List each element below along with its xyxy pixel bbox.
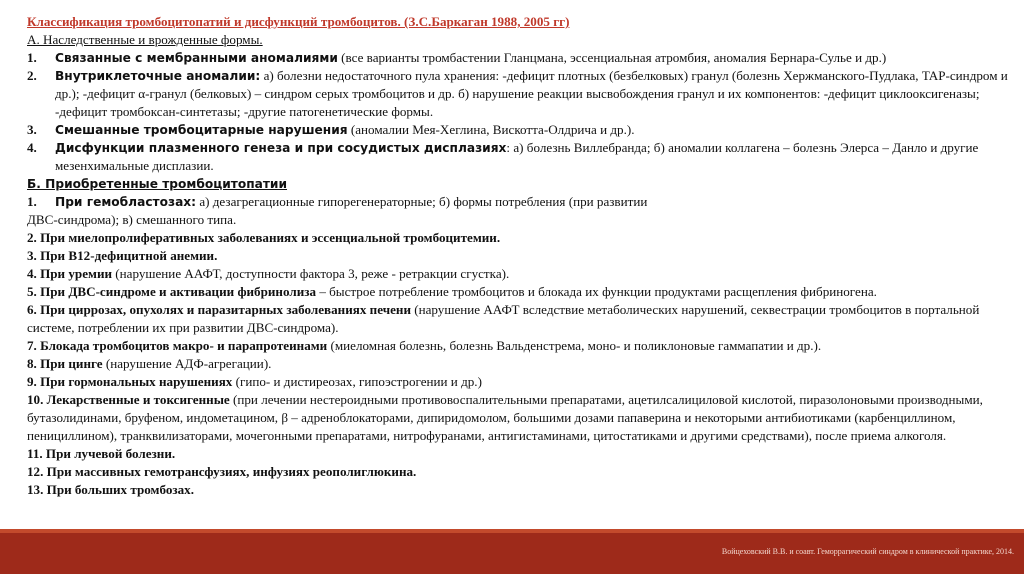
item-bold-text: 2. При миелопролиферативных заболеваниях и эссенциальной тромбоцитемии. [27, 230, 501, 245]
item-bold-text: Дисфункции плазменного генеза и при сосудистых дисплазиях [55, 141, 507, 155]
item-bold-text: 13. При больших тромбозах. [27, 482, 195, 497]
item-text: (все варианты тромбастении Гланцмана, эссенциальная атромбия, аномалия Бернара-Сулье и др.) [337, 50, 887, 65]
list-item [27, 229, 1012, 247]
item-text: (нарушение ААФТ вследствие метаболических нарушений, секвестрации тромбоцитов в портальной системе, потреблении их при развитии ДВС-синдрома). [27, 302, 980, 335]
item-text: : а) болезнь Виллебранда; б) аномалии коллагена – болезнь Элерса – Данло и другие мезенхимальные дисплазии. [55, 140, 979, 173]
list-item-continuation: ДВС-синдрома); в) смешанного типа. [27, 212, 237, 227]
list-item [27, 265, 1012, 283]
item-text: а) дезагрегационные гипорегенераторные; б) формы потребления (при развитии [196, 194, 648, 209]
item-text: (миеломная болезнь, болезнь Вальденстрема, моно- и поликлоновые гаммапатии и др.). [327, 338, 822, 353]
list-number: 2. [27, 68, 37, 83]
item-text: (при лечении нестероидными противовоспалительными препаратами, ацетилсалициловой кислотой, пиразолоновыми производными, бутазолидинами, бруфеном, индометацином, β – адреноблокаторами, дипиридомолом, большими дозами папаверина и некоторыми антибиотиками (карбенциллином, пенициллином), транквилизаторами, мочегонными препаратами, нитрофуранами, антигистаминами, цитостатиками и другими средствами), после приема алкоголя. [27, 392, 983, 443]
section-b-heading: Б. Приобретенные тромбоцитопатии [27, 177, 288, 191]
list-item [27, 247, 1012, 265]
list-number: 1. [27, 50, 37, 65]
list-item [27, 283, 1012, 301]
item-bold-text: При гемобластозах: [55, 195, 197, 209]
list-item [27, 481, 1012, 499]
list-item [27, 373, 1012, 391]
item-text: (гипо- и дистиреозах, гипоэстрогении и др.) [232, 374, 482, 389]
footer-citation: Войцеховский В.В. и соавт. Геморрагический синдром в клинической практике, 2014. [721, 547, 1014, 556]
list-number: 1. [27, 194, 37, 209]
list-item [27, 445, 1012, 463]
item-bold-text: Связанные с мембранными аномалиями [55, 51, 338, 65]
item-bold-text: 8. При цинге [27, 356, 103, 371]
item-bold-text: 10. Лекарственные и токсигенные [27, 392, 230, 407]
item-bold-text: 3. При В12-дефицитной анемии. [27, 248, 218, 263]
item-bold-text: 9. При гормональных нарушениях [27, 374, 233, 389]
list-item [27, 391, 1012, 445]
slide-content [27, 13, 1012, 499]
list-number: 4. [27, 140, 37, 155]
list-item [27, 301, 1012, 337]
item-bold-text: Смешанные тромбоцитарные нарушения [55, 123, 348, 137]
item-text: (аномалии Мея-Хеглина, Вискотта-Олдрича и др.). [347, 122, 635, 137]
item-bold-text: 11. При лучевой болезни. [27, 446, 176, 461]
item-bold-text: Внутриклеточные аномалии: [55, 69, 261, 83]
list-item [27, 463, 1012, 481]
list-item [27, 337, 1012, 355]
item-bold-text: 7. Блокада тромбоцитов макро- и парапротеинами [27, 338, 328, 353]
item-text: а) болезни недостаточного пула хранения: -дефицит плотных (безбелковых) гранул (болезнь Хержманского-Пудлака, TAP-синдром и др.); -дефицит α-гранул (белковых) – синдром серых тромбоцитов и др. б) нарушение реакции высвобождения гранул и их компонентов: -дефицит циклооксигеназы; -дефицит тромбоксан-синтетазы; -другие патогенетические формы. [55, 68, 1008, 119]
list-number: 3. [27, 122, 37, 137]
list-item [27, 121, 1012, 139]
item-text: – быстрое потребление тромбоцитов и блокада их функции продуктами расщепления фибриногена. [316, 284, 877, 299]
slide-title: Классификация тромбоцитопатий и дисфункций тромбоцитов. (З.С.Баркаган 1988, 2005 гг) [27, 14, 570, 29]
list-item [27, 355, 1012, 373]
item-text: (нарушение АДФ-агрегации). [102, 356, 272, 371]
item-bold-text: 4. При уремии [27, 266, 113, 281]
list-item [27, 193, 1012, 211]
item-bold-text: 6. При циррозах, опухолях и паразитарных заболеваниях печени [27, 302, 411, 317]
item-bold-text: 5. При ДВС-синдроме и активации фибринолиза [27, 284, 317, 299]
list-item [27, 67, 1012, 121]
item-bold-text: 12. При массивных гемотрансфузиях, инфузиях реополиглюкина. [27, 464, 417, 479]
item-text: (нарушение ААФТ, доступности фактора 3, реже - ретракции сгустка). [112, 266, 510, 281]
list-item [27, 49, 1012, 67]
list-item [27, 139, 1012, 175]
section-a-heading: А. Наследственные и врожденные формы. [27, 32, 263, 47]
